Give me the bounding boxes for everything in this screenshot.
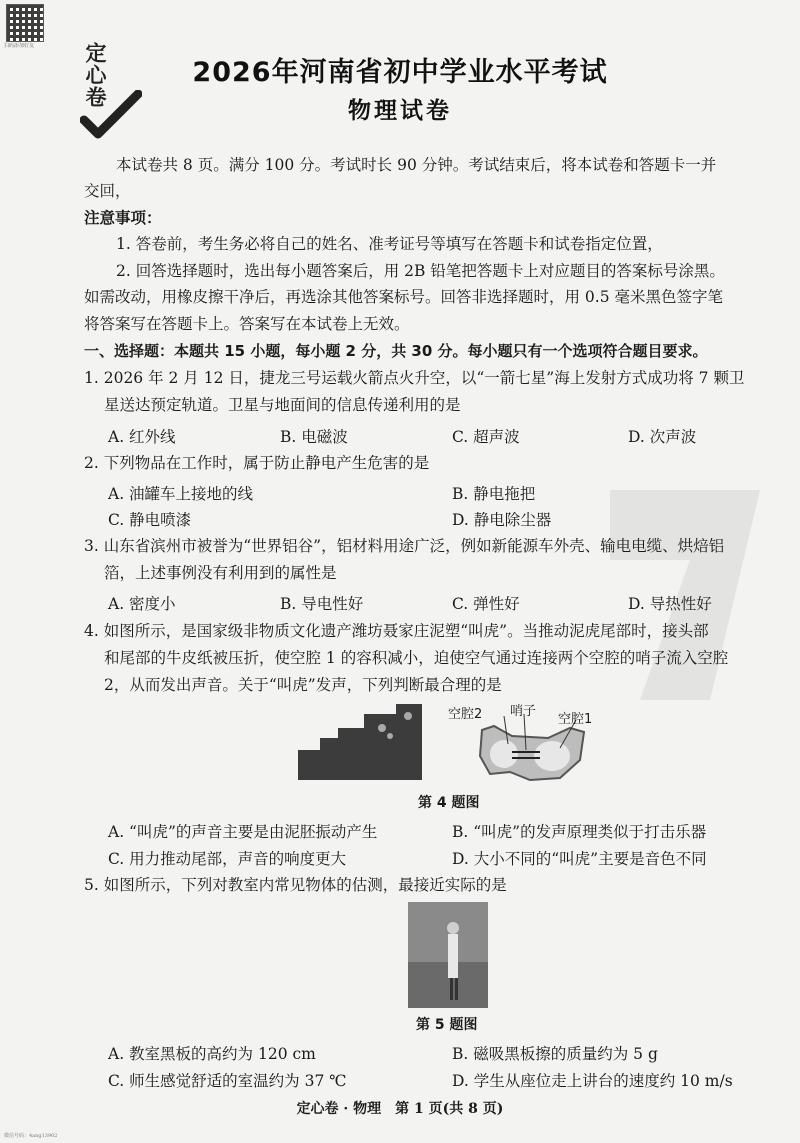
q2-option-c: C. 静电喷漆: [108, 511, 192, 529]
notice-title: 注意事项：: [84, 209, 162, 227]
notice-1: 1. 答卷前，考生务必将自己的姓名、准考证号等填写在答题卡和试卷指定位置，: [116, 235, 663, 253]
q2-option-a: A. 油罐车上接地的线: [108, 485, 254, 503]
qr-code: [6, 4, 44, 42]
q2-option-d: D. 静电除尘器: [452, 511, 552, 529]
q3-option-a: A. 密度小: [108, 595, 176, 613]
exam-title: 2026年河南省初中学业水平考试: [192, 57, 608, 88]
q4-label-cavity2: 空腔2: [448, 707, 483, 722]
q5-caption: 第 5 题图: [416, 1017, 478, 1033]
q5-option-c: C. 师生感觉舒适的室温约为 37 ℃: [108, 1072, 347, 1090]
q1-line-2: 星送达预定轨道。卫星与地面间的信息传递利用的是: [104, 396, 461, 414]
q4-option-b: B. “叫虎”的发声原理类似于打击乐器: [452, 823, 707, 841]
q4-label-cavity1: 空腔1: [558, 712, 593, 727]
q1-line-1: 1. 2026 年 2 月 12 日，捷龙三号运载火箭点火升空，以“一箭七星”海上发射方式成功将 7 颗卫: [84, 369, 745, 387]
logo-text: 定心卷: [83, 42, 108, 108]
teacher-photo-icon: [408, 902, 488, 1008]
q2-line-1: 2. 下列物品在工作时，属于防止静电产生危害的是: [84, 454, 430, 472]
q5-option-a: A. 教室黑板的高约为 120 cm: [108, 1045, 316, 1063]
q2-option-b: B. 静电拖把: [452, 485, 536, 503]
q3-option-c: C. 弹性好: [452, 595, 520, 613]
q4-line-1: 4. 如图所示，是国家级非物质文化遗产潍坊聂家庄泥塑“叫虎”。当推动泥虎尾部时，接头部: [84, 622, 709, 640]
q5-option-d: D. 学生从座位走上讲台的速度约 10 m/s: [452, 1072, 733, 1090]
q3-option-d: D. 导热性好: [628, 595, 712, 613]
notice-2c: 将答案写在答题卡上。答案写在本试卷上无效。: [84, 315, 410, 333]
q1-option-c: C. 超声波: [452, 428, 520, 446]
q3-line-1: 3. 山东省滨州市被誉为“世界铝谷”，铝材料用途广泛，例如新能源车外壳、输电电缆、烘焙铝: [84, 537, 725, 555]
intro-line-2: 交回，: [84, 182, 131, 200]
notice-2b: 如需改动，用橡皮擦干净后，再选涂其他答案标号。回答非选择题时，用 0.5 毫米黑色签字笔: [84, 288, 724, 306]
q4-label-whistle: 哨子: [510, 704, 537, 719]
qr-caption: 扫码添加好友: [4, 43, 35, 49]
notice-2a: 2. 回答选择题时，选出每小题答案后，用 2B 铅笔把答题卡上对应题目的答案标号涂黑。: [116, 262, 725, 280]
q4-option-a: A. “叫虎”的声音主要是由泥胚振动产生: [108, 823, 378, 841]
q4-caption: 第 4 题图: [418, 795, 480, 811]
page-footer: 定心卷 · 物理 第 1 页(共 8 页): [296, 1101, 504, 1117]
q4-option-c: C. 用力推动尾部，声音的响度更大: [108, 850, 347, 868]
q5-figure-photo: [408, 902, 488, 1008]
intro-line-1: 本试卷共 8 页。满分 100 分。考试时长 90 分钟。考试结束后，将本试卷和答题卡一并: [116, 156, 717, 174]
section-heading: 一、选择题：本题共 15 小题，每小题 2 分，共 30 分。每小题只有一个选项符合题目要求。: [84, 342, 708, 360]
q5-line-1: 5. 如图所示，下列对教室内常见物体的估测，最接近实际的是: [84, 876, 507, 894]
bottom-note: 微信号码：4ang13902: [4, 1133, 58, 1139]
q4-option-d: D. 大小不同的“叫虎”主要是音色不同: [452, 850, 707, 868]
q1-option-d: D. 次声波: [628, 428, 697, 446]
q4-line-2: 和尾部的牛皮纸被压折，使空腔 1 的容积减小，迫使空气通过连接两个空腔的哨子流入空腔: [104, 649, 729, 667]
q1-option-a: A. 红外线: [108, 428, 176, 446]
q1-option-b: B. 电磁波: [280, 428, 348, 446]
exam-subtitle: 物理试卷: [348, 98, 452, 124]
q5-option-b: B. 磁吸黑板擦的质量约为 5 g: [452, 1045, 658, 1063]
q4-line-3: 2，从而发出声音。关于“叫虎”发声，下列判断最合理的是: [104, 676, 502, 694]
q3-line-2: 箔，上述事例没有利用到的属性是: [104, 564, 337, 582]
q3-option-b: B. 导电性好: [280, 595, 364, 613]
